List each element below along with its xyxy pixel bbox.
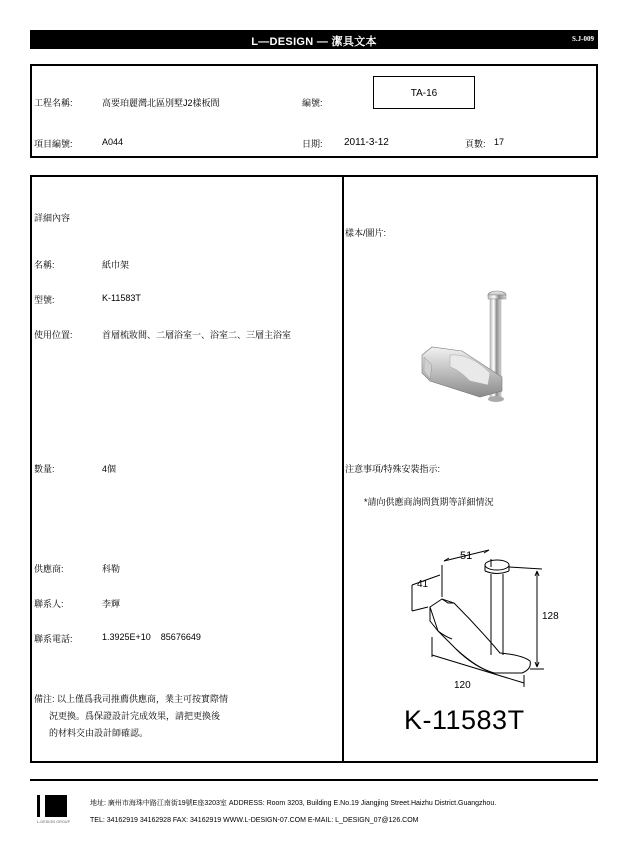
pages-label: 頁數: [465, 139, 486, 149]
remark-line: 的材料交由設計師確認。 [49, 728, 149, 738]
logo-text: L-DESIGN GROUP [37, 820, 71, 824]
column-divider [342, 177, 344, 761]
model-value: K-11583T [102, 293, 141, 303]
project-info-box [30, 64, 598, 158]
document-title: L—DESIGN — 潔具文本 [251, 36, 377, 48]
notes-label: 注意事項/特殊安裝指示: [345, 464, 441, 474]
header-bar [30, 30, 598, 49]
footer-contacts: TEL: 34162919 34162928 FAX: 34162919 WWW.L-DESIGN-07.COM E-MAIL: L_DESIGN_07@126.COM [90, 817, 419, 824]
phone-label: 聯系電話: [34, 634, 73, 644]
dimension-length-label: 120 [454, 680, 471, 691]
dimension-height-label: 128 [542, 611, 559, 622]
dimension-width-label: 51 [460, 550, 473, 562]
number-value: TA-16 [410, 88, 438, 99]
dimension-drawing [382, 545, 562, 695]
date-label: 日期: [302, 139, 323, 149]
project-name-label: 工程名稱: [34, 98, 73, 108]
details-section-title: 詳細內容 [34, 213, 71, 223]
company-logo [37, 795, 67, 817]
supplier-note: *請向供應商詢問貨期等詳細情況 [364, 497, 494, 507]
footer-address: 地址: 廣州市海珠中路江南街19號E座3203室 ADDRESS: Room 3203, Building E.No.19 Jiangjing Street.Haizhu District.Guangzhou. [90, 800, 497, 807]
quantity-label: 數量: [34, 464, 55, 474]
model-label: 型號: [34, 295, 55, 305]
location-label: 使用位置: [34, 330, 73, 340]
quantity-value: 4個 [102, 464, 117, 474]
footer-rule [30, 779, 598, 781]
date-value: 2011-3-12 [344, 137, 389, 148]
location-value: 首層梳妝間、二層浴室一、浴室二、三層主浴室 [102, 330, 292, 340]
name-label: 名稱: [34, 260, 55, 270]
project-no: A044 [102, 137, 124, 147]
model-caption: K-11583T [404, 705, 525, 735]
phone-value: 1.3925E+10 85676649 [102, 632, 201, 642]
remark-line: 況更換。爲保證設計完成效果，請把更換後 [49, 711, 221, 721]
contact-value: 李輝 [102, 599, 121, 609]
remarks [34, 691, 228, 742]
number-box [373, 76, 475, 109]
detail-box [30, 175, 598, 763]
project-no-label: 項目編號: [34, 139, 73, 149]
project-name: 高要珀麗灣北區別墅J2樣板間 [102, 98, 220, 108]
contact-label: 聯系人: [34, 599, 64, 609]
document-code: S.J-009 [572, 35, 594, 43]
product-photo [410, 285, 520, 411]
pages-value: 17 [494, 137, 505, 147]
remark-line: 備注: 以上僅爲我司推薦供應商，業主可按實際情 [34, 694, 229, 704]
supplier-label: 供應商: [34, 564, 64, 574]
dimension-height-small-label: 41 [417, 579, 429, 590]
supplier-value: 科勒 [102, 564, 121, 574]
number-label: 編號: [302, 98, 323, 108]
sample-label: 樣本/圖片: [345, 228, 387, 238]
name-value: 紙巾架 [102, 260, 130, 270]
